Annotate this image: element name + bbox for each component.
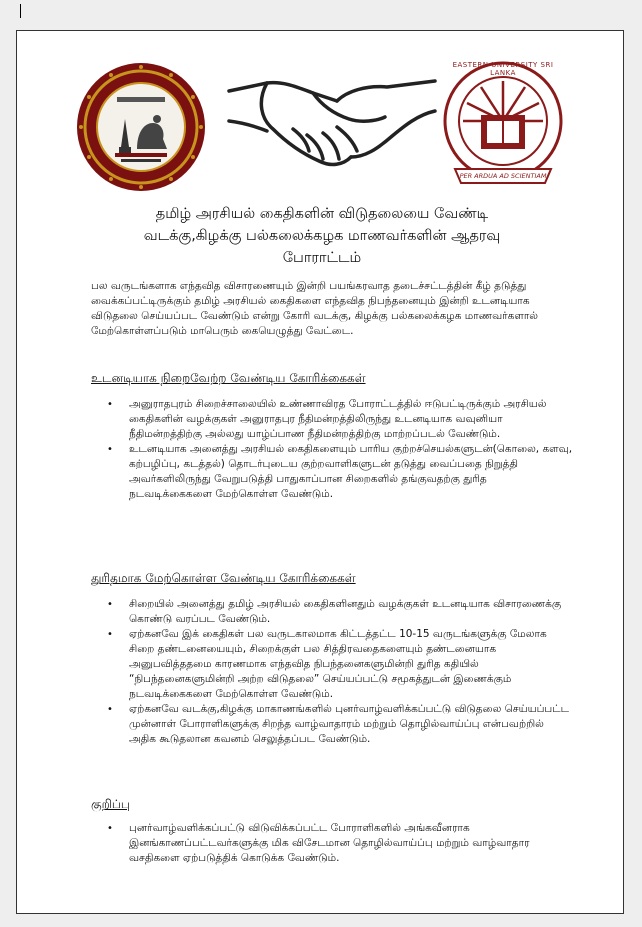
section-heading-note: குறிப்பு (91, 797, 130, 811)
left-university-logo (75, 61, 207, 193)
list-item (103, 702, 573, 747)
document-title (77, 203, 567, 269)
note-list (103, 821, 573, 866)
list-item (103, 821, 573, 866)
text-cursor (20, 4, 21, 18)
title-line-2: வடக்கு,கிழக்கு பல்கலைக்கழக மாணவர்களின் ஆதரவு (143, 228, 501, 244)
list-item (103, 442, 573, 502)
urgent-demands-list (103, 597, 573, 747)
intro-paragraph: பல வருடங்களாக எந்தவித விசாரணையும் இன்றி பயங்கரவாத தடைச்சட்டத்தின் கீழ் தடுத்து வைக்கப்பட்டிருக்கும் தமிழ் அரசியல் கைதிகளை எந்தவித நிபந்தனையும் இன்றி உடனடியாக விடுதலை செய்யப்பட வேண்டும் என்று கோரி வடக்கு, கிழக்கு பல்கலைக்கழக மாணவர்களால் மேற்கொள்ளப்படும் மாபெரும் கையெழுத்து வேட்டை. (91, 280, 539, 337)
list-item-text: ஏற்கனவே வடக்கு,கிழக்கு மாகாணங்களில் புனர்வாழ்வளிக்கப்பட்டு விடுதலை செய்யப்பட்ட முன்னாள் போராளிகளுக்கு சிறந்த வாழ்வாதாரம் மற்றும் தொழில்வாய்ப்பு என்பவற்றில் அதிக கூடுதலான கவனம் செலுத்தப்பட வேண்டும். (129, 703, 569, 745)
bullet-icon: • (107, 399, 113, 410)
section-heading-immediate: உடனடியாக நிறைவேற்ற வேண்டிய கோரிக்கைகள் (91, 371, 366, 385)
list-item (103, 627, 573, 702)
section-heading-urgent: துரிதமாக மேற்கொள்ள வேண்டிய கோரிக்கைகள் (91, 571, 356, 585)
list-item-text: சிறையில் அனைத்து தமிழ் அரசியல் கைதிகளினதும் வழக்குகள் உடனடியாக விசாரணைக்கு கொண்டு வரப்பட வேண்டும். (129, 598, 562, 625)
bullet-icon: • (107, 704, 113, 715)
bullet-icon: • (107, 599, 113, 610)
list-item (103, 597, 573, 627)
list-item-text: புனர்வாழ்வளிக்கப்பட்டு விடுவிக்கப்பட்ட போராளிகளில் அங்கவீனராக இனங்காணப்பட்டவர்களுக்கு மிக விசேடமான தொழில்வாய்ப்பு மற்றும் வாழ்வாதார வசதிகளை ஏற்படுத்திக் கொடுக்க வேண்டும். (129, 822, 530, 864)
list-item-text: ஏற்கனவே இக் கைதிகள் பல வருடகாலமாக கிட்டத்தட்ட 10-15 வருடங்களுக்கு மேலாக சிறை தண்டனையையும், சிறைக்குள் பல சித்திரவதைகளையும் தண்டனையாக அனுபவித்ததமை காரணமாக எந்தவித நிபந்தனைகளுமின்றி துரித கதியில் “நிபந்தனைகளுமின்றி அற்ற விடுதலை” செய்யப்பட்டு சமூகத்துடன் இணைக்கும் நடவடிக்கைகளை மேற்கொள்ள வேண்டும். (129, 628, 547, 700)
handshake-icon (227, 71, 437, 181)
list-item-text: உடனடியாக அனைத்து அரசியல் கைதிகளையும் பாரிய குற்றச்செயல்களுடன்(கொலை, களவு, கற்பழிப்பு, கடத்தல்) தொடர்புடைய குற்றவாளிகளுடன் தடுத்து வைப்பதை நிறுத்தி அவர்களிலிருந்து வேறுபடுத்தி பாதுகாப்பான சிறைகளில் தங்குவதற்கு துரித நடவடிக்கைகளை மேற்கொள்ள வேண்டும். (129, 443, 573, 500)
immediate-demands-list (103, 397, 573, 502)
bullet-icon: • (107, 444, 113, 455)
list-item (103, 397, 573, 442)
document-page (16, 30, 624, 914)
title-line-1: தமிழ் அரசியல் கைதிகளின் விடுதலையை வேண்டி (155, 206, 489, 222)
bullet-icon: • (107, 629, 113, 640)
bullet-icon: • (107, 823, 113, 834)
right-logo-motto: PER ARDUA AD SCIENTIAM (459, 172, 547, 180)
right-logo-ring-text: EASTERN UNIVERSITY SRI LANKA (452, 61, 554, 77)
list-item-text: அனுராதபுரம் சிறைச்சாலையில் உண்ணாவிரத போராட்டத்தில் ஈடுபட்டிருக்கும் அரசியல் கைதிகளின் வழக்குகள் அனுராதபுர நீதிமன்றத்திலிருந்து உடனடியாக வவுனியா நீதிமன்றத்திற்கு அல்லது யாழ்ப்பாண நீதிமன்றத்திற்கு மாற்றப்படல் வேண்டும். (129, 398, 547, 440)
title-line-3: போராட்டம் (282, 250, 362, 266)
